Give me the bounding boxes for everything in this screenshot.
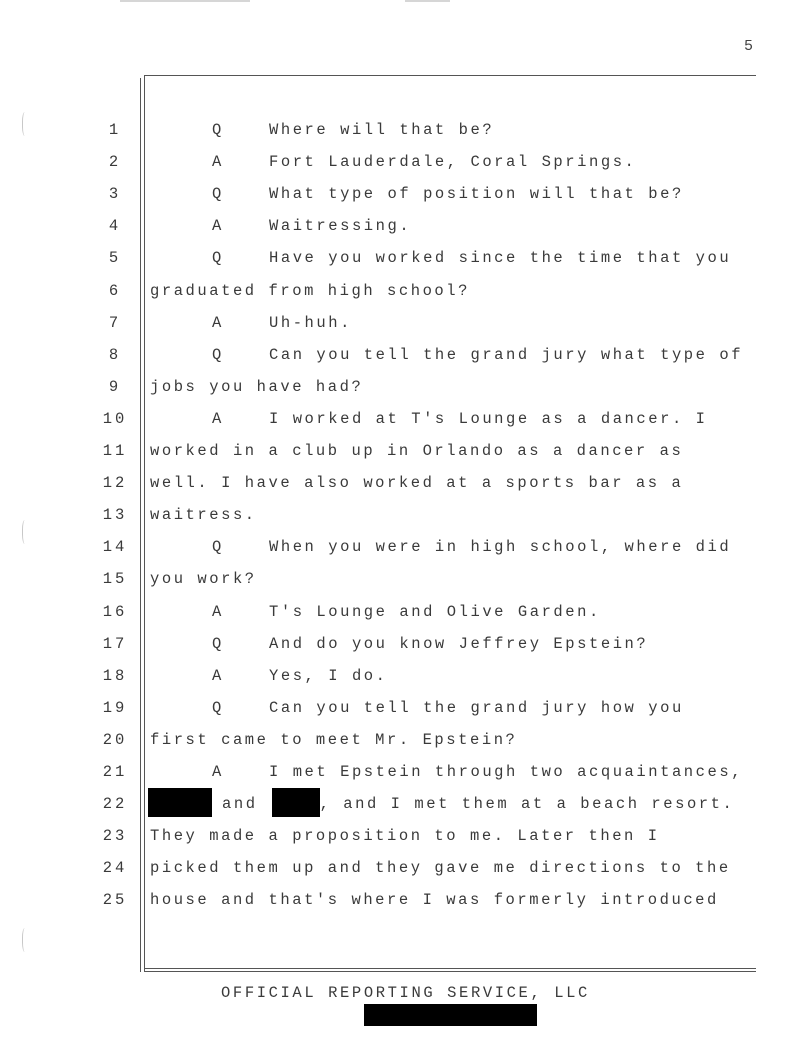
bottom-border-double: [144, 971, 756, 972]
line-text: [150, 242, 731, 274]
speaker-label: Q: [212, 698, 224, 717]
line-text: [150, 692, 684, 724]
transcript-line: [0, 435, 811, 467]
footer-company: OFFICIAL REPORTING SERVICE, LLC: [221, 984, 590, 1002]
line-number: 25: [102, 891, 128, 910]
transcript-line: [0, 788, 811, 820]
transcript-line: [0, 210, 811, 242]
line-number: 3: [108, 185, 122, 204]
line-content: well. I have also worked at a sports bar as a: [150, 474, 684, 493]
line-number: 9: [108, 377, 122, 396]
line-content: Where will that be?: [269, 121, 495, 139]
line-number: 4: [108, 217, 122, 236]
transcript-line: [0, 724, 811, 756]
line-content: you work?: [150, 570, 257, 589]
line-number: 13: [102, 506, 128, 525]
line-text: [150, 531, 731, 563]
transcript-line: [0, 339, 811, 371]
line-text: [150, 371, 363, 403]
line-text: [150, 628, 648, 660]
line-text: [150, 307, 352, 339]
transcript-line: [0, 820, 811, 852]
line-text: [150, 660, 388, 692]
line-number: 2: [108, 153, 122, 172]
transcript-line: [0, 531, 811, 563]
line-number: 14: [102, 538, 128, 557]
line-text: [150, 275, 470, 307]
speaker-label: Q: [212, 345, 224, 364]
line-number: 23: [102, 827, 128, 846]
line-text: [150, 596, 601, 628]
line-content: first came to meet Mr. Epstein?: [150, 730, 518, 749]
speaker-label: A: [212, 217, 224, 236]
speaker-label: A: [212, 666, 224, 685]
scan-artifact-top-left: [120, 0, 250, 2]
line-number: 12: [102, 474, 128, 493]
line-number: 7: [108, 313, 122, 332]
line-text: [150, 884, 719, 916]
transcript-line: [0, 852, 811, 884]
line-content: jobs you have had?: [150, 377, 364, 396]
line-content: I worked at T's Lounge as a dancer. I: [269, 409, 708, 428]
transcript-line: [0, 884, 811, 916]
line-text: [150, 499, 257, 531]
line-content: I met Epstein through two acquaintances,: [269, 763, 744, 781]
line-content: T's Lounge and Olive Garden.: [269, 602, 601, 621]
transcript-line: [0, 307, 811, 339]
line-text: [150, 852, 731, 884]
line-content: And do you know Jeffrey Epstein?: [269, 634, 649, 653]
line-text: [150, 724, 517, 756]
line-text: [150, 435, 683, 467]
line-number: 11: [102, 442, 128, 460]
transcript-line: [0, 660, 811, 692]
line-number: 19: [102, 698, 128, 717]
speaker-label: Q: [212, 538, 224, 557]
transcript-line: [0, 692, 811, 724]
speaker-label: A: [212, 313, 224, 332]
line-number: 10: [102, 409, 128, 428]
top-border: [144, 75, 756, 76]
transcript-line: [0, 628, 811, 660]
line-content: Can you tell the grand jury how you: [269, 698, 684, 717]
transcript-line: [0, 275, 811, 307]
line-number: 18: [102, 666, 128, 685]
line-text: [150, 114, 494, 146]
line-content: Uh-huh.: [269, 313, 352, 332]
line-content: waitress.: [150, 506, 257, 525]
line-number: 20: [102, 730, 128, 749]
line-content: What type of position will that be?: [269, 185, 684, 204]
transcript-line: [0, 114, 811, 146]
line-text-part: and: [222, 795, 258, 814]
line-content: Fort Lauderdale, Coral Springs.: [269, 153, 637, 172]
transcript-line: [0, 146, 811, 178]
speaker-label: Q: [212, 121, 224, 139]
line-number: 22: [102, 795, 128, 814]
redaction-box: [364, 1004, 537, 1026]
line-text: [150, 756, 743, 788]
transcript-line: [0, 242, 811, 274]
line-text: [150, 467, 683, 499]
line-content: picked them up and they gave me directions to the: [150, 859, 731, 878]
speaker-label: Q: [212, 634, 224, 653]
transcript-line: [0, 563, 811, 595]
line-text: [150, 210, 411, 242]
line-content: They made a proposition to me. Later then I: [150, 827, 660, 846]
transcript-line: [0, 467, 811, 499]
line-content: graduated from high school?: [150, 281, 470, 300]
line-content: Have you worked since the time that you: [269, 249, 732, 268]
speaker-label: Q: [212, 185, 224, 204]
transcript-line: [0, 756, 811, 788]
redaction-box: [272, 788, 320, 817]
line-text: [150, 403, 708, 435]
line-content: Yes, I do.: [269, 666, 388, 685]
line-content: worked in a club up in Orlando as a dancer as: [150, 442, 684, 460]
speaker-label: Q: [212, 249, 224, 268]
line-text-part: , and I met them at a beach resort.: [319, 795, 735, 814]
hole-punch-mark: [22, 928, 29, 952]
line-content: house and that's where I was formerly introduced: [150, 891, 719, 910]
line-text: [150, 339, 743, 371]
transcript-line: [0, 403, 811, 435]
page-number: 5: [744, 38, 755, 55]
line-number: 1: [108, 121, 122, 139]
line-text: [150, 146, 636, 178]
line-number: 15: [102, 570, 128, 589]
line-number: 6: [108, 281, 122, 300]
transcript-line: [0, 499, 811, 531]
transcript-line: [0, 596, 811, 628]
line-content: When you were in high school, where did: [269, 538, 732, 557]
line-content: Waitressing.: [269, 217, 412, 236]
line-number: 17: [102, 634, 128, 653]
line-content: Can you tell the grand jury what type of: [269, 345, 744, 364]
transcript-line: [0, 178, 811, 210]
scan-artifact-top-right: [405, 0, 450, 2]
line-number: 16: [102, 602, 128, 621]
line-text: [150, 820, 660, 852]
line-number: 21: [102, 763, 128, 781]
line-number: 5: [108, 249, 122, 268]
speaker-label: A: [212, 602, 224, 621]
speaker-label: A: [212, 153, 224, 172]
line-text: [150, 788, 734, 820]
line-text: [150, 563, 257, 595]
transcript-line: [0, 371, 811, 403]
speaker-label: A: [212, 763, 224, 781]
speaker-label: A: [212, 409, 224, 428]
line-number: 8: [108, 345, 122, 364]
redaction-box: [148, 788, 212, 817]
line-number: 24: [102, 859, 128, 878]
line-text: [150, 178, 684, 210]
bottom-border: [144, 968, 756, 969]
